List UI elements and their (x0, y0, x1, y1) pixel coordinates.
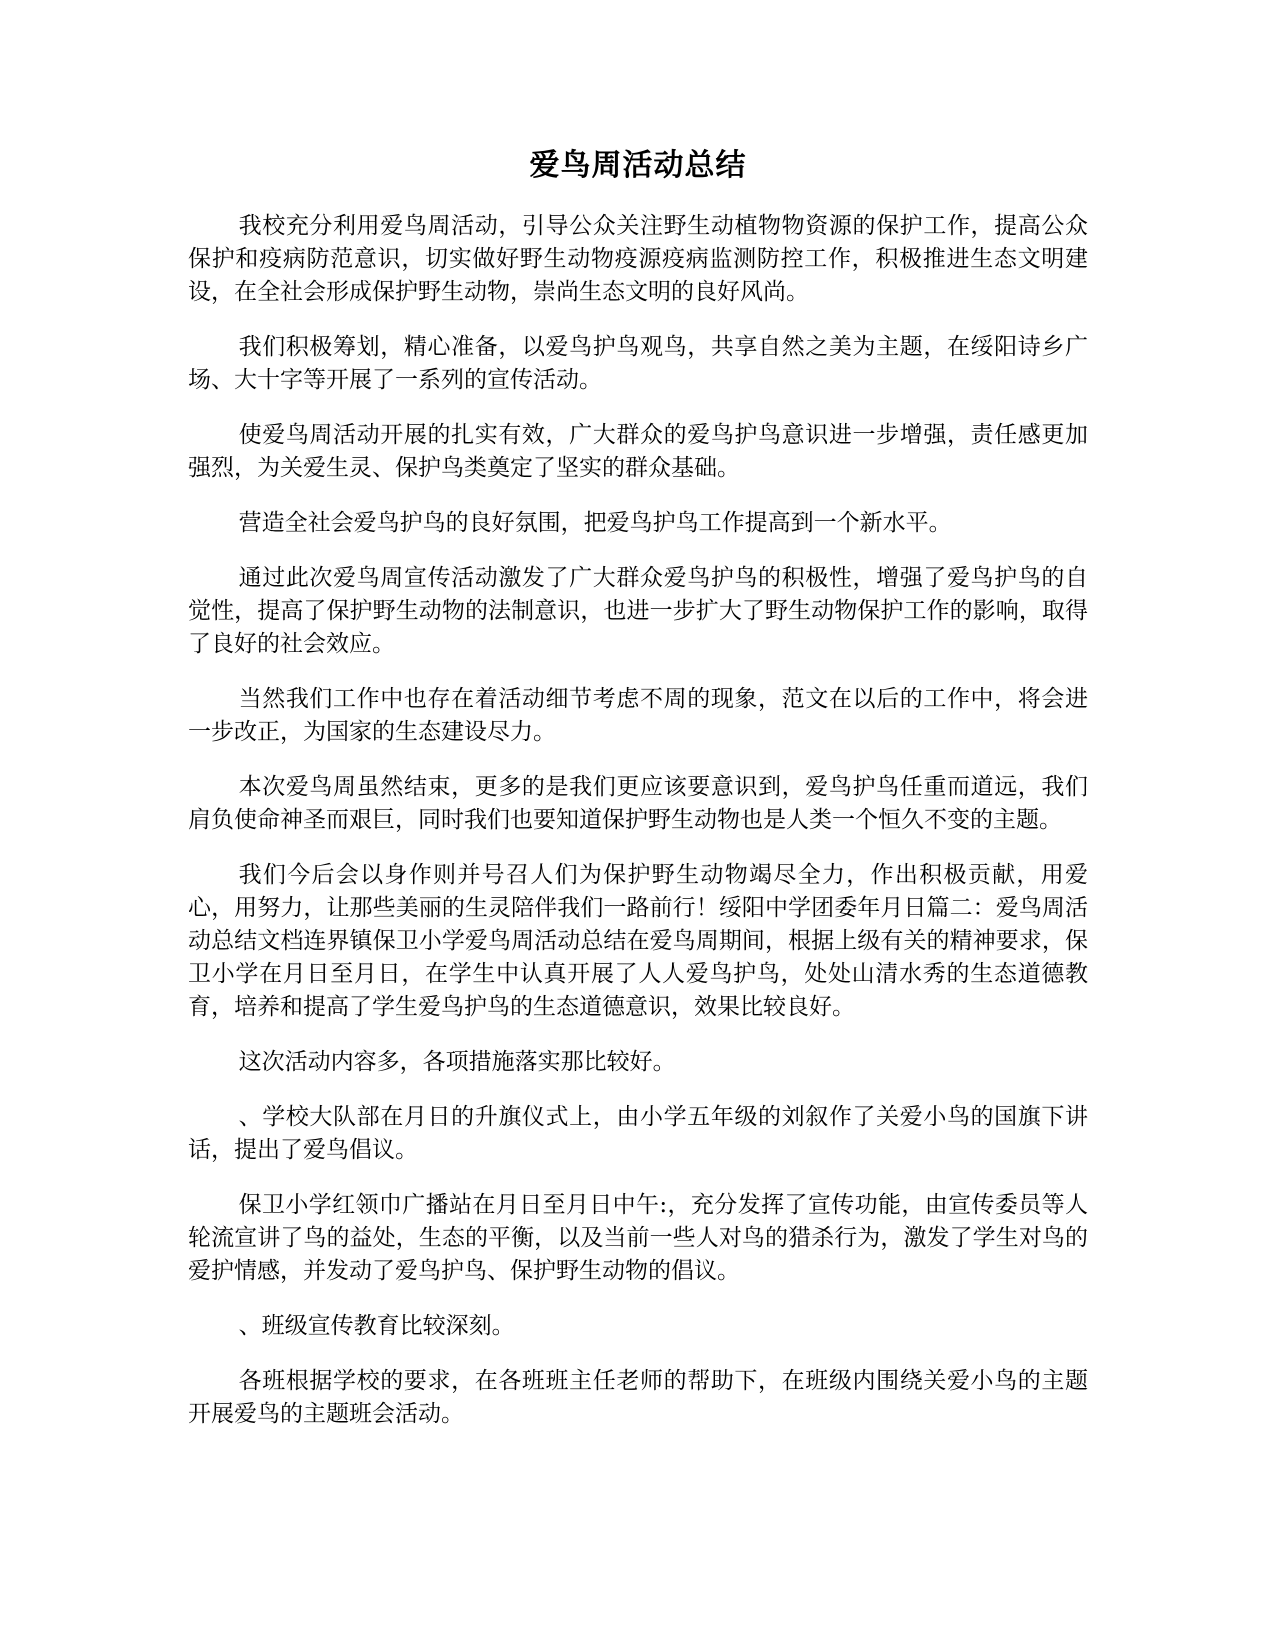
paragraph-1: 我校充分利用爱鸟周活动，引导公众关注野生动植物物资源的保护工作，提高公众保护和疫病防范意识，切实做好野生动物疫源疫病监测防控工作，积极推进生态文明建设，在全社会形成保护野生动物，崇尚生态文明的良好风尚。 (188, 213, 1088, 305)
document-page (188, 148, 1088, 1453)
paragraph-4: 营造全社会爱鸟护鸟的良好氛围，把爱鸟护鸟工作提高到一个新水平。 (238, 510, 952, 536)
paragraph-11: 保卫小学红领巾广播站在月日至月日中午:，充分发挥了宣传功能，由宣传委员等人轮流宣讲了鸟的益处，生态的平衡，以及当前一些人对鸟的猎杀行为，激发了学生对鸟的爱护情感，并发动了爱鸟护鸟、保护野生动物的倡议。 (188, 1192, 1088, 1284)
paragraph-7: 本次爱鸟周虽然结束，更多的是我们更应该要意识到，爱鸟护鸟任重而道远，我们肩负使命神圣而艰巨，同时我们也要知道保护野生动物也是人类一个恒久不变的主题。 (188, 774, 1088, 833)
paragraph-6: 当然我们工作中也存在着活动细节考虑不周的现象，范文在以后的工作中，将会进一步改正，为国家的生态建设尽力。 (188, 686, 1088, 745)
paragraph-10: 、学校大队部在月日的升旗仪式上，由小学五年级的刘叙作了关爱小鸟的国旗下讲话，提出了爱鸟倡议。 (188, 1104, 1088, 1163)
paragraph-9: 这次活动内容多，各项措施落实那比较好。 (238, 1049, 676, 1075)
paragraph-3: 使爱鸟周活动开展的扎实有效，广大群众的爱鸟护鸟意识进一步增强，责任感更加强烈，为关爱生灵、保护鸟类奠定了坚实的群众基础。 (188, 422, 1088, 481)
paragraph-8: 我们今后会以身作则并号召人们为保护野生动物竭尽全力，作出积极贡献，用爱心，用努力，让那些美丽的生灵陪伴我们一路前行！绥阳中学团委年月日篇二：爱鸟周活动总结文档连界镇保卫小学爱鸟周活动总结在爱鸟周期间，根据上级有关的精神要求，保卫小学在月日至月日，在学生中认真开展了人人爱鸟护鸟，处处山清水秀的生态道德教育，培养和提高了学生爱鸟护鸟的生态道德意识，效果比较良好。 (188, 862, 1088, 1020)
paragraph-2: 我们积极筹划，精心准备，以爱鸟护鸟观鸟，共享自然之美为主题，在绥阳诗乡广场、大十字等开展了一系列的宣传活动。 (188, 334, 1088, 393)
paragraph-12: 、班级宣传教育比较深刻。 (238, 1313, 515, 1339)
paragraph-5: 通过此次爱鸟周宣传活动激发了广大群众爱鸟护鸟的积极性，增强了爱鸟护鸟的自觉性，提高了保护野生动物的法制意识，也进一步扩大了野生动物保护工作的影响，取得了良好的社会效应。 (188, 565, 1088, 657)
paragraph-13: 各班根据学校的要求，在各班班主任老师的帮助下，在班级内围绕关爱小鸟的主题开展爱鸟的主题班会活动。 (188, 1368, 1088, 1427)
document-body (188, 210, 1088, 1431)
document-title: 爱鸟周活动总结 (529, 148, 747, 183)
